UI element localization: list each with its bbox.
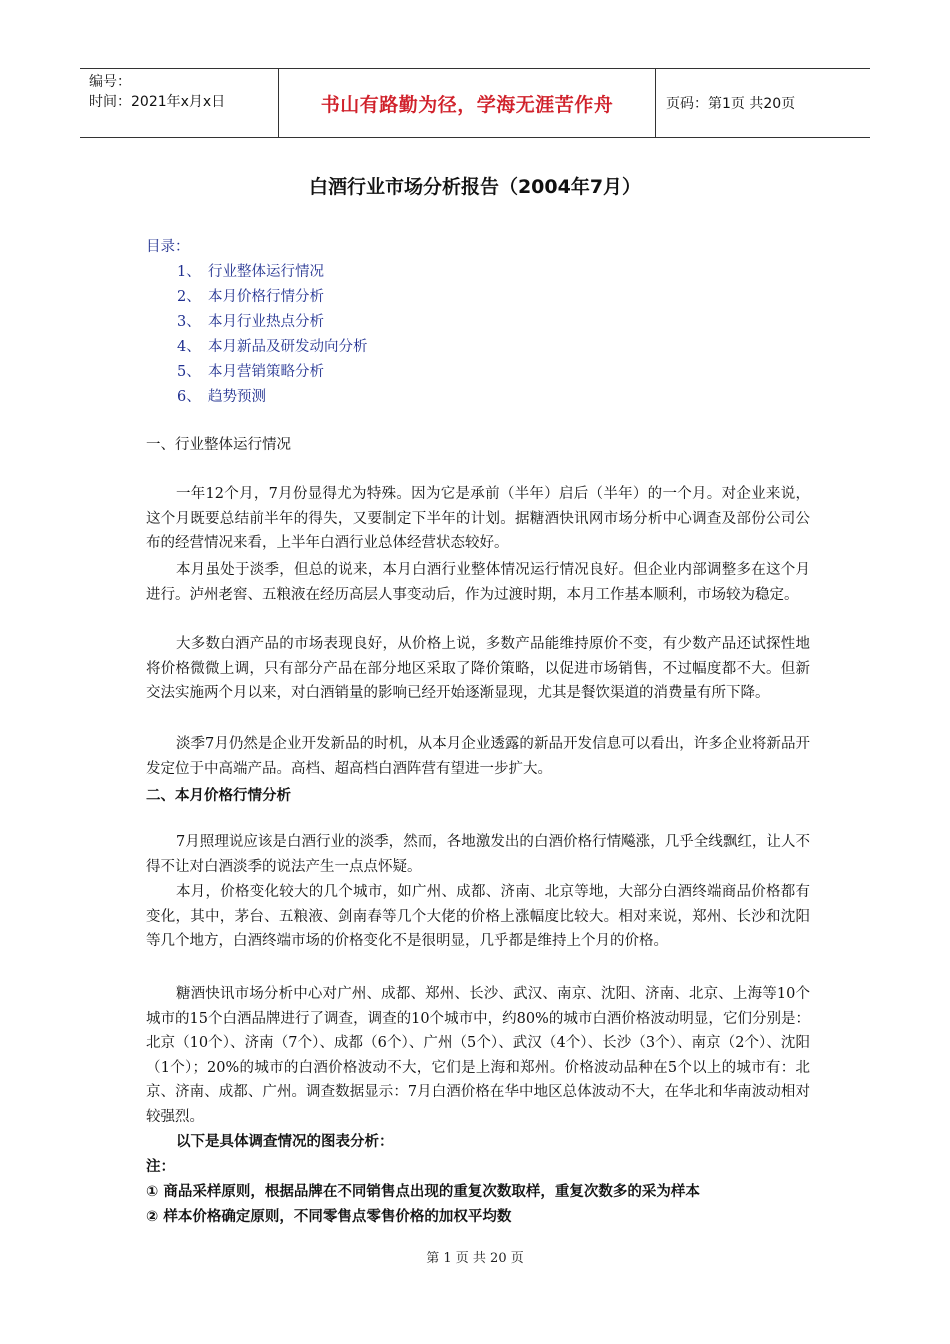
toc-item-text: 行业整体运行情况 bbox=[208, 264, 324, 280]
toc-item-number: 1、 bbox=[177, 264, 201, 280]
document-title: 白酒行业市场分析报告（2004年7月） bbox=[308, 176, 642, 198]
toc-item-text: 本月行业热点分析 bbox=[208, 314, 324, 330]
toc-item[interactable] bbox=[177, 310, 368, 335]
toc-label: 目录： bbox=[146, 239, 190, 255]
toc-item-text: 趋势预测 bbox=[208, 389, 266, 405]
section2-paragraph: 糖酒快讯市场分析中心对广州、成都、郑州、长沙、武汉、南京、沈阳、济南、北京、上海等10个城市的15个白酒品牌进行了调查，调查的10个城市中，约80%的城市白酒价格波动明显，它们分别是：北京（10个）、济南（7个）、成都（6个）、广州（5个）、武汉（4个）、长沙（3个）、南京（2个）、沈阳（1个）；20%的城市的白酒价格波动不大，它们是上海和郑州。价格波动品种在5个以上的城市有：北京、济南、成都、广州。调查数据显示：7月白酒价格在华中地区总体波动不大，在华北和华南波动相对较强烈。 bbox=[146, 986, 810, 1125]
section2-paragraph: 本月，价格变化较大的几个城市，如广州、成都、济南、北京等地，大部分白酒终端商品价格都有变化，其中，茅台、五粮液、剑南春等几个大佬的价格上涨幅度比较大。相对来说，郑州、长沙和沈阳等几个地方，白酒终端市场的价格变化不是很明显，几乎都是维持上个月的价格。 bbox=[146, 884, 810, 949]
section1-paragraph: 一年12个月，7月份显得尤为特殊。因为它是承前（半年）启后（半年）的一个月。对企业来说，这个月既要总结前半年的得失，又要制定下半年的计划。据糖酒快讯网市场分析中心调查及部份公司公布的经营情况来看，上半年白酒行业总体经营状态较好。 bbox=[146, 486, 810, 551]
note-item: ② 样本价格确定原则，不同零售点零售价格的加权平均数 bbox=[146, 1209, 512, 1225]
note-label: 注： bbox=[146, 1159, 175, 1175]
toc-item-text: 本月价格行情分析 bbox=[208, 289, 324, 305]
toc-item-number: 2、 bbox=[177, 289, 201, 305]
section2-heading: 二、本月价格行情分析 bbox=[146, 788, 291, 804]
header-page-info: 页码：第1页 共20页 bbox=[666, 96, 796, 112]
header-meta bbox=[80, 69, 279, 137]
note-item: ① 商品采样原则，根据品牌在不同销售点出现的重复次数取样，重复次数多的采为样本 bbox=[146, 1184, 700, 1200]
section1-paragraph: 本月虽处于淡季，但总的说来，本月白酒行业整体情况运行情况良好。但企业内部调整多在这个月进行。泸州老窖、五粮液在经历高层人事变动后，作为过渡时期，本月工作基本顺利，市场较为稳定。 bbox=[146, 562, 810, 603]
section2-paragraph: 7月照理说应该是白酒行业的淡季，然而，各地激发出的白酒价格行情飚涨，几乎全线飘红，让人不得不让对白酒淡季的说法产生一点点怀疑。 bbox=[146, 834, 810, 875]
section1-heading: 一、行业整体运行情况 bbox=[146, 437, 291, 453]
toc-item-number: 3、 bbox=[177, 314, 201, 330]
page-footer: 第 1 页 共 20 页 bbox=[426, 1251, 524, 1266]
chart-intro: 以下是具体调查情况的图表分析： bbox=[176, 1134, 394, 1150]
number-label: 编号： bbox=[89, 74, 131, 90]
table-of-contents bbox=[146, 235, 368, 410]
section1-paragraph: 大多数白酒产品的市场表现良好，从价格上说，多数产品能维持原价不变，有少数产品还试探性地将价格微微上调，只有部分产品在部分地区采取了降价策略，以促进市场销售，不过幅度都不大。但新交法实施两个月以来，对白酒销量的影响已经开始逐渐显现，尤其是餐饮渠道的消费量有所下降。 bbox=[146, 636, 810, 701]
toc-item-number: 5、 bbox=[177, 364, 201, 380]
header-motto: 书山有路勤为径，学海无涯苦作舟 bbox=[279, 69, 656, 137]
toc-item[interactable] bbox=[177, 285, 368, 310]
section1-paragraph: 淡季7月仍然是企业开发新品的时机，从本月企业透露的新品开发信息可以看出，许多企业将新品开发定位于中高端产品。高档、超高档白酒阵营有望进一步扩大。 bbox=[146, 736, 810, 777]
toc-item-text: 本月营销策略分析 bbox=[208, 364, 324, 380]
toc-item[interactable] bbox=[177, 385, 368, 410]
page-header bbox=[80, 68, 870, 138]
toc-item-number: 4、 bbox=[177, 339, 201, 355]
time-label: 时间：2021年x月x日 bbox=[89, 94, 226, 110]
toc-item[interactable] bbox=[177, 260, 368, 285]
toc-item-number: 6、 bbox=[177, 389, 201, 405]
toc-item-text: 本月新品及研发动向分析 bbox=[208, 339, 368, 355]
toc-list bbox=[146, 260, 368, 410]
toc-item[interactable] bbox=[177, 360, 368, 385]
toc-item[interactable] bbox=[177, 335, 368, 360]
